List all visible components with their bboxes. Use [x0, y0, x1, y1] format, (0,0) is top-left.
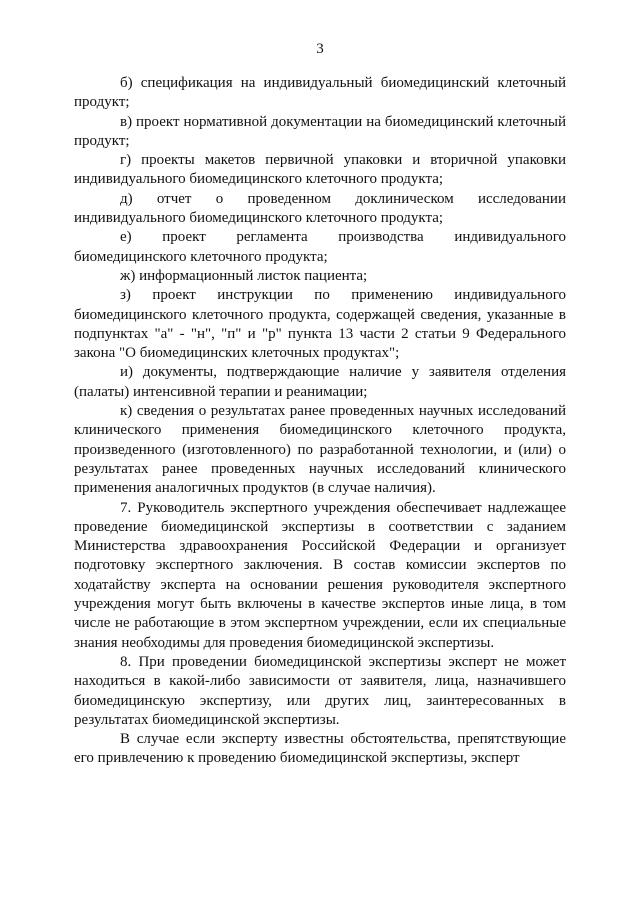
paragraph-item-e: е) проект регламента производства индивидуального биомедицинского клеточного продукта; — [74, 229, 570, 265]
paragraph-item-i: и) документы, подтверждающие наличие у заявителя отделения (палаты) интенсивной терапии и реанимации; — [74, 364, 570, 400]
paragraph-item-d: д) отчет о проведенном доклиническом исследовании индивидуального биомедицинского клеточного продукта; — [74, 190, 570, 227]
paragraph-item-g: г) проекты макетов первичной упаковки и вторичной упаковки индивидуального биомедицинского клеточного продукта; — [74, 152, 570, 188]
paragraph-item-k: к) сведения о результатах ранее проведенных научных исследований клинического применения биомедицинского клеточного продукта, произведенного (изготовленного) по разработанной технологии, и (или) о результатах ранее проведенных научных исследований клинического применения аналогичных продуктов (в случае наличия). — [74, 403, 570, 497]
paragraph-item-zh: ж) информационный листок пациента; — [120, 267, 368, 284]
page-number: 3 — [316, 41, 324, 57]
paragraph-item-z: з) проект инструкции по применению индивидуального биомедицинского клеточного продукта, содержащей сведения, указанные в подпунктах "а" - "н", "п" и "р" пункта 13 части 2 статьи 9 Федерального закона "О биомедицинских клеточных продуктах"; — [74, 287, 570, 362]
paragraph-clause-8: 8. При проведении биомедицинской экспертизы эксперт не может находиться в какой-либо зависимости от заявителя, лица, назначившего биомедицинскую экспертизу, или других лиц, заинтересованных в результатах биомедицинской экспертизы. — [74, 653, 570, 728]
paragraph-item-b: б) спецификация на индивидуальный биомедицинский клеточный продукт; — [74, 75, 570, 111]
paragraph-item-v: в) проект нормативной документации на биомедицинский клеточный продукт; — [74, 113, 570, 149]
document-body — [74, 74, 570, 769]
paragraph-clause-8-continued: В случае если эксперту известны обстоятельства, препятствующие его привлечению к проведению биомедицинской экспертизы, эксперт — [74, 731, 570, 767]
paragraph-clause-7: 7. Руководитель экспертного учреждения обеспечивает надлежащее проведение биомедицинской экспертизы в соответствии с заданием Министерства здравоохранения Российской Федерации и организует подготовку экспертного заключения. В состав комиссии экспертов по ходатайству эксперта на основании решения руководителя экспертного учреждения могут быть включены в качестве экспертов иные лица, в том числе не работающие в этом экспертном учреждении, если их специальные знания необходимы для проведения биомедицинской экспертизы. — [74, 499, 570, 651]
